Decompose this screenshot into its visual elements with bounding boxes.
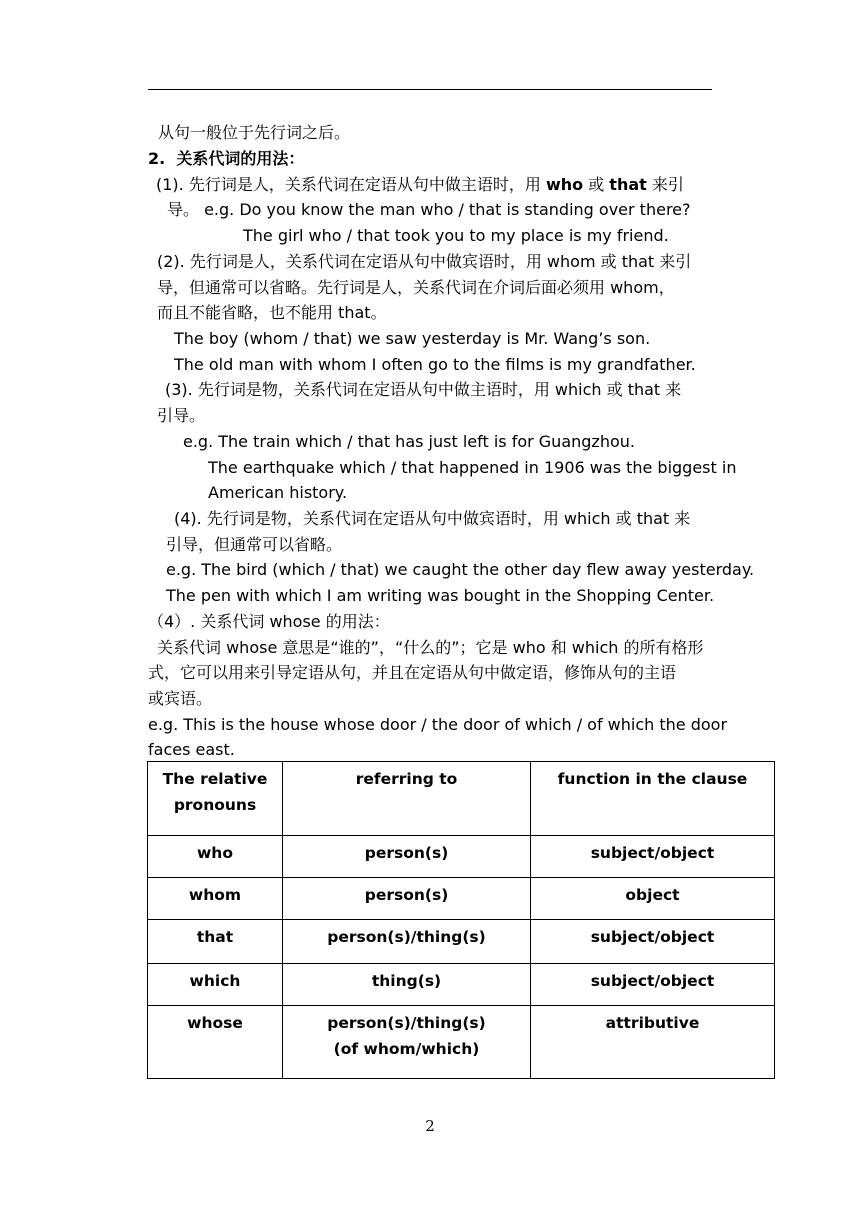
example-line: The girl who / that took you to my place is my friend. — [243, 226, 669, 245]
table-row — [148, 964, 775, 1006]
example-line: The boy (whom / that) we saw yesterday is Mr. Wang’s son. — [174, 329, 651, 348]
relative-pronoun-table — [147, 761, 775, 1079]
table-cell: person(s) — [283, 878, 531, 920]
text-line: 导，但通常可以省略。先行词是人，关系代词在介词后面必须用 whom， — [157, 278, 675, 297]
subsection-heading: （4）. 关系代词 whose 的用法： — [148, 612, 390, 631]
text-line: 引导，但通常可以省略。 — [166, 535, 343, 554]
example-line: e.g. The bird (which / that) we caught the other day flew away yesterday. — [166, 560, 755, 579]
table-cell: whom — [148, 878, 283, 920]
table-cell: thing(s) — [283, 964, 531, 1006]
table-cell: subject/object — [531, 836, 775, 878]
table-cell: which — [148, 964, 283, 1006]
table-cell — [283, 1006, 531, 1079]
text-line: 关系代词 whose 意思是“谁的”，“什么的”；它是 who 和 which 的所有格形 — [157, 638, 704, 657]
table-cell: person(s)/thing(s) — [283, 920, 531, 964]
example-line: faces east. — [148, 740, 235, 759]
table-header-row — [148, 762, 775, 836]
table-cell: whose — [148, 1006, 283, 1079]
example-line: The pen with which I am writing was bought in the Shopping Center. — [166, 586, 715, 605]
text-span: 来引 — [646, 175, 684, 194]
table-row — [148, 1006, 775, 1079]
section-number: 2. — [148, 149, 166, 168]
cell-note: (of whom/which) — [333, 1040, 480, 1058]
text-line: (3). 先行词是物，关系代词在定语从句中做主语时，用 which 或 that 来 — [165, 380, 682, 399]
example-line: e.g. The train which / that has just left is for Guangzhou. — [183, 432, 635, 451]
text-span: 或 — [583, 175, 610, 194]
text-line: 从句一般位于先行词之后。 — [158, 123, 351, 142]
text-line: 式，它可以用来引导定语从句，并且在定语从句中做定语，修饰从句的主语 — [148, 663, 677, 682]
table-cell: person(s) — [283, 836, 531, 878]
table-cell: attributive — [531, 1006, 775, 1079]
text-line — [156, 175, 684, 195]
text-line: 引导。 — [157, 406, 206, 425]
table-cell: that — [148, 920, 283, 964]
table-row — [148, 836, 775, 878]
text-line: 或宾语。 — [148, 689, 213, 708]
table-row — [148, 920, 775, 964]
example-line: The old man with whom I often go to the films is my grandfather. — [174, 355, 696, 374]
text-line: (4). 先行词是物，关系代词在定语从句中做宾语时，用 which 或 that 来 — [174, 509, 691, 528]
text-line: 导。 e.g. Do you know the man who / that is standing over there? — [167, 200, 691, 219]
table-row — [148, 878, 775, 920]
header-cell: function in the clause — [531, 762, 775, 836]
example-line: e.g. This is the house whose door / the door of which / of which the door — [148, 715, 728, 734]
keyword-that: that — [609, 175, 647, 194]
table-cell: object — [531, 878, 775, 920]
header-rule — [148, 89, 712, 90]
example-line: American history. — [208, 483, 348, 502]
header-cell: referring to — [283, 762, 531, 836]
text-span: (1). 先行词是人，关系代词在定语从句中做主语时，用 — [156, 175, 546, 194]
example-line: The earthquake which / that happened in 1906 was the biggest in — [208, 458, 737, 477]
table-cell: subject/object — [531, 964, 775, 1006]
page-number: 2 — [425, 1117, 435, 1135]
text-line: (2). 先行词是人，关系代词在定语从句中做宾语时，用 whom 或 that 来引 — [157, 252, 692, 271]
header-cell: The relative pronouns — [148, 762, 283, 836]
keyword-who: who — [545, 175, 584, 194]
text-line: 而且不能省略，也不能用 that。 — [157, 303, 387, 322]
cell-line: person(s)/thing(s) — [327, 1014, 486, 1032]
table-cell: subject/object — [531, 920, 775, 964]
section-heading — [148, 149, 304, 169]
table-cell: who — [148, 836, 283, 878]
section-title: 关系代词的用法： — [176, 149, 305, 168]
